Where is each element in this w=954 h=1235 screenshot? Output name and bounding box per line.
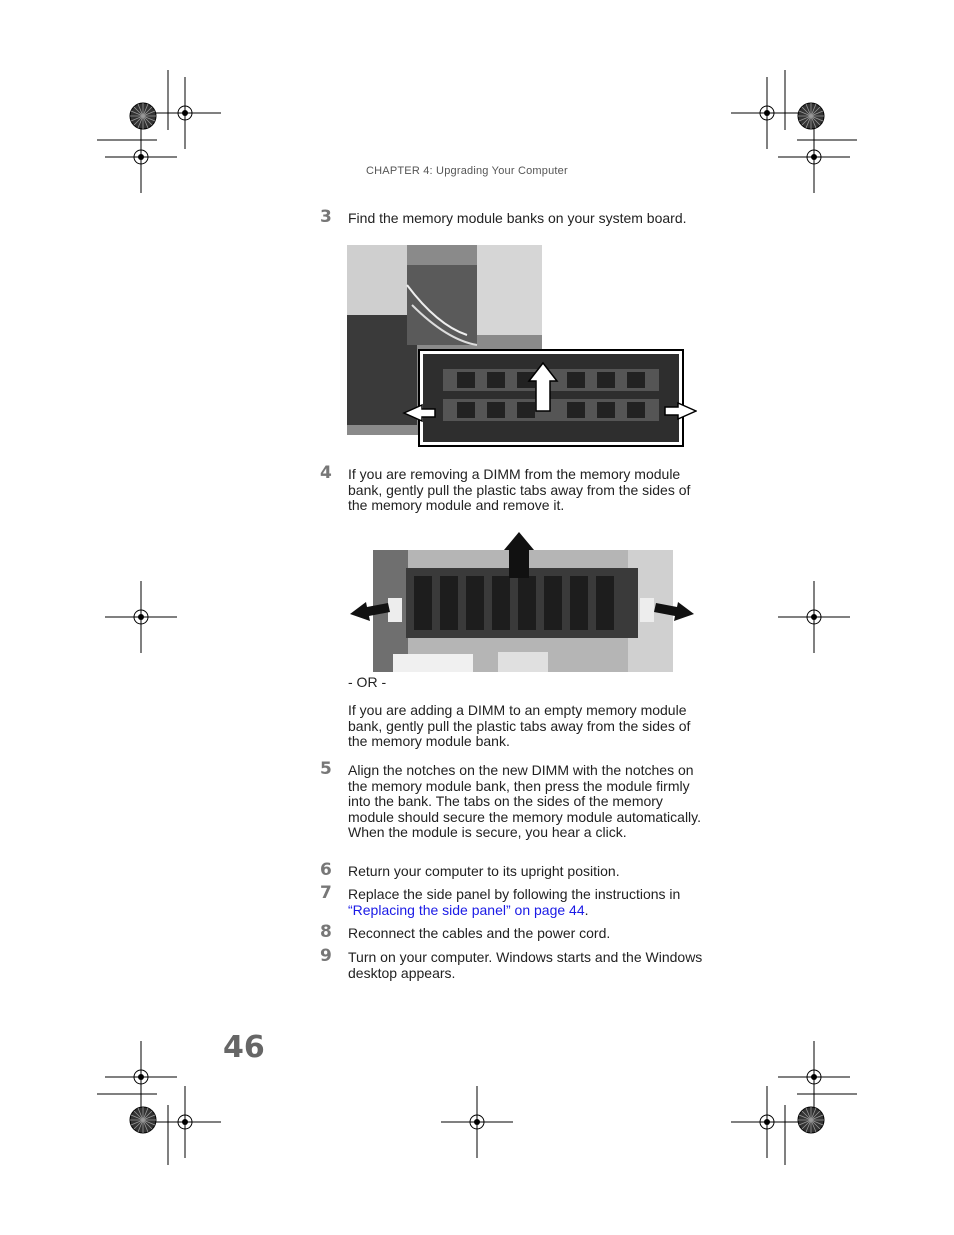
step-text: [348, 887, 704, 918]
dimm-removal-photo: [348, 532, 698, 674]
add-dimm-text: If you are adding a DIMM to an empty memory module bank, gently pull the plastic tabs away from the sides of the memory module bank.: [348, 702, 691, 749]
step-text: Find the memory module banks on your system board.: [348, 210, 687, 226]
step-number: 9: [320, 946, 332, 966]
page-number: 46: [223, 1030, 265, 1065]
step-text: If you are removing a DIMM from the memory module bank, gently pull the plastic tabs away from the sides of the memory module and remove it.: [348, 466, 691, 513]
chapter-header: CHAPTER 4: Upgrading Your Computer: [366, 165, 568, 177]
step-text: Turn on your computer. Windows starts and the Windows desktop appears.: [348, 949, 703, 981]
step-number: 3: [320, 207, 332, 227]
step-number: 5: [320, 759, 332, 779]
step-text-suffix: .: [584, 901, 589, 918]
step-number: 8: [320, 922, 332, 942]
step-number: 7: [320, 883, 332, 903]
replacing-side-panel-link[interactable]: “Replacing the side panel” on page 44: [348, 901, 585, 918]
memory-banks-photo: [347, 245, 697, 449]
step-number: 4: [320, 463, 332, 483]
step-number: 6: [320, 860, 332, 880]
step-text: Align the notches on the new DIMM with the notches on the memory module bank, then press the module firmly into the bank. The tabs on the sides of the memory module should secure the memory module automatically. When the module is secure, you hear a click.: [348, 762, 702, 840]
or-label: - OR -: [348, 674, 387, 690]
step-text-prefix: Replace the side panel by following the instructions in: [348, 886, 681, 902]
step-text: Return your computer to its upright position.: [348, 863, 620, 879]
step-text: Reconnect the cables and the power cord.: [348, 925, 611, 941]
